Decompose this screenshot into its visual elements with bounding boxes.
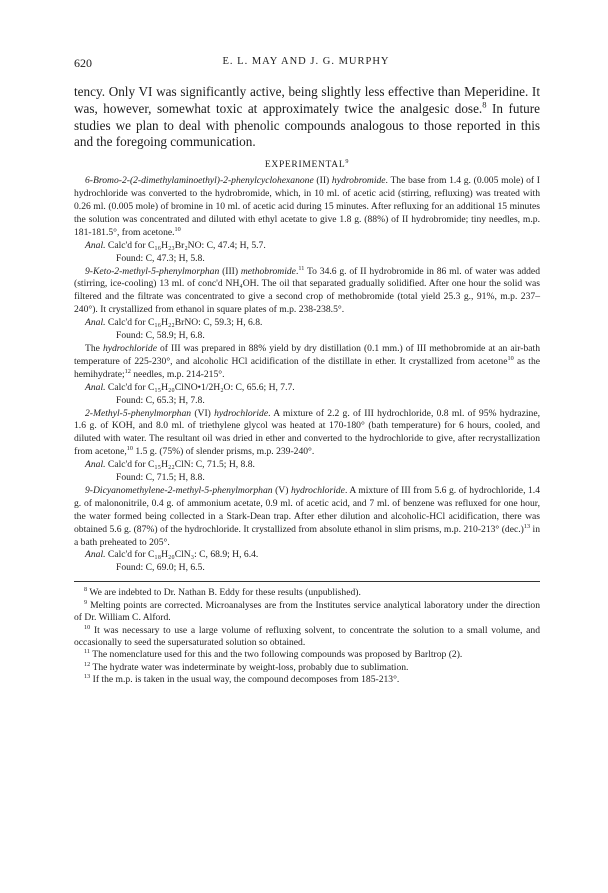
footnote-number: 10	[84, 623, 91, 631]
footnote	[74, 625, 540, 650]
paragraph-text: (III)	[219, 265, 241, 277]
footnote	[74, 662, 540, 674]
compound-name: 6-Bromo-2-(2-dimethylaminoethyl)-2-phenylcyclohexanone	[85, 175, 314, 187]
procedure-paragraph-hydrochloride	[74, 343, 540, 382]
paragraph-text: .	[295, 265, 299, 277]
paragraph-text: as the hemihydrate;	[74, 355, 540, 380]
analysis-found: Found: C, 65.3; H, 7.8.	[116, 394, 205, 406]
salt-name: methobromide	[240, 265, 296, 277]
paragraph-text: (II)	[313, 175, 332, 187]
page-number: 620	[74, 56, 92, 70]
footnote	[74, 600, 540, 625]
intro-text: tency. Only VI was significantly active, being slightly less effective than Meperidine. It was, however, somewhat toxic at approximately twice the analgesic dose.	[74, 84, 540, 116]
footnote-number: 12	[84, 660, 91, 668]
analysis-calc-text: Calc'd for C₁₅H₂₂ClN: C, 71.5; H, 8.8.	[105, 459, 255, 471]
footnote-text: The hydrate water was indeterminate by weight-loss, probably due to sublimation.	[90, 661, 409, 673]
footnote-text: If the m.p. is taken in the usual way, the compound decomposes from 185-213°.	[90, 674, 400, 686]
anal-label: Anal.	[85, 459, 106, 471]
footnote-number: 9	[84, 598, 88, 606]
paragraph-text: needles, m.p. 214-215°.	[130, 368, 225, 380]
compound-name: 9-Dicyanomethylene-2-methyl-5-phenylmorphan	[85, 484, 273, 496]
paragraph-text: (VI)	[191, 407, 215, 419]
analysis-calc	[74, 382, 540, 395]
footnote-ref: 9	[345, 159, 350, 166]
section-heading-text: EXPERIMENTAL	[264, 160, 346, 171]
footnote-divider	[74, 581, 540, 582]
paragraph-text: (V)	[272, 484, 291, 496]
paragraph-text: of III was prepared in 88% yield by dry distillation (0.1 mm.) of III methobromide at an air-bath temperature of 225-230°, and alcoholic HCl acidification of the distillate in ether. It crystallized from acetone	[74, 342, 540, 367]
procedure-paragraph-keto	[74, 266, 540, 318]
footnote-text: We are indebted to Dr. Nathan B. Eddy for these results (unpublished).	[87, 587, 361, 599]
footnote-text: Melting points are corrected. Microanalyses are from the Institutes service analytical laboratory under the direction of Dr. William C. Alford.	[74, 599, 540, 624]
page-header	[74, 56, 538, 72]
paragraph-text: in a bath preheated to 205°.	[74, 523, 540, 548]
footnote-number: 13	[84, 672, 91, 680]
anal-label: Anal.	[85, 239, 106, 251]
procedure-paragraph-dicyano	[74, 485, 540, 550]
footnote-number: 8	[84, 586, 88, 594]
intro-paragraph	[74, 84, 540, 151]
footnote-ref: 10	[507, 354, 514, 362]
analysis-found: Found: C, 71.5; H, 8.8.	[116, 472, 205, 484]
paragraph-text: . A mixture of III from 5.6 g. of hydrochloride, 1.4 g. of malononitrile, 0.4 g. of ammonium acetate, 0.9 ml. of acetic acid, and 7 ml. of benzene was refluxed for one hour, the water formed being collected in a Stark-Dean trap. After ether dilution and alcoholic-HCl acidification, there was obtained 5.6 g. (87%) of the hydrochloride. It crystallized from absolute ethanol in slim prisms, m.p. 210-213° (dec.)	[74, 484, 540, 535]
footnote-ref: 10	[174, 225, 181, 233]
paragraph-text: 1.5 g. (75%) of slender prisms, m.p. 239-240°.	[132, 446, 315, 458]
anal-label: Anal.	[85, 381, 106, 393]
analysis-found: Found: C, 69.0; H, 6.5.	[116, 562, 205, 574]
compound-name: 9-Keto-2-methyl-5-phenylmorphan	[85, 265, 220, 277]
paragraph-text: To 34.6 g. of II hydrobromide in 86 ml. of water was added (stirring, ice-cooling) 13 ml. of conc'd NH₄OH. The oil that separated gradually solidified. After one hour the solid was filtered and the filtrate was concentrated to give a second crop of methobromide (total yield 25.3 g., 91%, m.p. 237–240°). It crystallized from ethanol in square plates of m.p. 238-238.5°.	[74, 265, 540, 316]
footnote-ref: 13	[523, 522, 531, 530]
analysis-calc-text: Calc'd for C₁₆H₂₃Br₂NO: C, 47.4; H, 5.7.	[105, 239, 266, 251]
analysis-calc	[74, 240, 540, 253]
paragraph-text: The	[85, 342, 103, 354]
salt-name: hydrochloride	[290, 484, 345, 496]
running-head: E. L. MAY AND J. G. MURPHY	[222, 56, 390, 67]
page-body	[74, 84, 540, 687]
paragraph-text: . The base from 1.4 g. (0.005 mole) of I hydrochloride was converted to the hydrobromide, which, in 10 ml. of acetic acid (stirring, refluxing) was treated with 0.26 ml. (0.005 mole) of bromine in 10 ml. of acetic acid during 15 minutes. After refluxing for an additional 15 minutes the solution was concentrated and diluted with ethyl acetate to give 1.8 g. (88%) of II hydrobromide; tiny needles, m.p. 181-181.5°, from acetone.	[74, 175, 540, 238]
footnote-number: 11	[84, 648, 91, 656]
footnote-text: It was necessary to use a large volume of refluxing solvent, to concentrate the solution to a small volume, and occasionally to seed the supersaturated solution so obtained.	[74, 624, 540, 648]
paragraph-text: . A mixture of 2.2 g. of III hydrochloride, 0.8 ml. of 95% hydrazine, 1.6 g. of KOH, and 8.0 ml. of triethylene glycol was heated at 170-180° (bath temperature) for 6 hours, cooled, and diluted with water. The resultant oil was dried in ether and converted to the hydrochloride to give, after recrystallization from acetone,	[74, 407, 541, 458]
footnote-ref: 11	[298, 264, 305, 272]
footnote	[74, 674, 540, 686]
analysis-calc-text: Calc'd for C₁₈H₂₀ClN₃: C, 68.9; H, 6.4.	[105, 549, 259, 561]
analysis-found: Found: C, 58.9; H, 6.8.	[116, 330, 205, 342]
footnote	[74, 587, 540, 599]
anal-label: Anal.	[85, 549, 106, 561]
anal-label: Anal.	[85, 317, 106, 329]
footnote-ref: 10	[126, 445, 133, 453]
salt-name: hydrobromide	[331, 175, 386, 187]
section-heading	[74, 158, 540, 172]
intro-text: In future studies we plan to deal with phenolic compounds analogous to those reported in this and the foregoing communication.	[74, 100, 540, 150]
salt-name: hydrochloride	[102, 342, 157, 354]
compound-name: 2-Methyl-5-phenylmorphan	[85, 407, 192, 419]
footnote-ref: 8	[482, 99, 487, 110]
analysis-found: Found: C, 47.3; H, 5.8.	[116, 252, 205, 264]
analysis-calc-text: Calc'd for C₁₅H₂₀ClNO•1/2H₂O: C, 65.6; H, 7.7.	[105, 381, 295, 393]
analysis-calc	[74, 459, 540, 472]
footnote-ref: 12	[124, 367, 131, 375]
footnote-text: The nomenclature used for this and the two following compounds was proposed by Barltrop (2).	[90, 649, 463, 661]
procedure-paragraph-methyl	[74, 408, 540, 460]
analysis-calc-text: Calc'd for C₁₆H₂₂BrNO: C, 59.3; H, 6.8.	[105, 317, 263, 329]
analysis-calc	[74, 317, 540, 330]
salt-name: hydrochloride	[214, 407, 269, 419]
analysis-calc	[74, 549, 540, 562]
procedure-paragraph-bromo	[74, 175, 540, 240]
footnote	[74, 649, 540, 661]
